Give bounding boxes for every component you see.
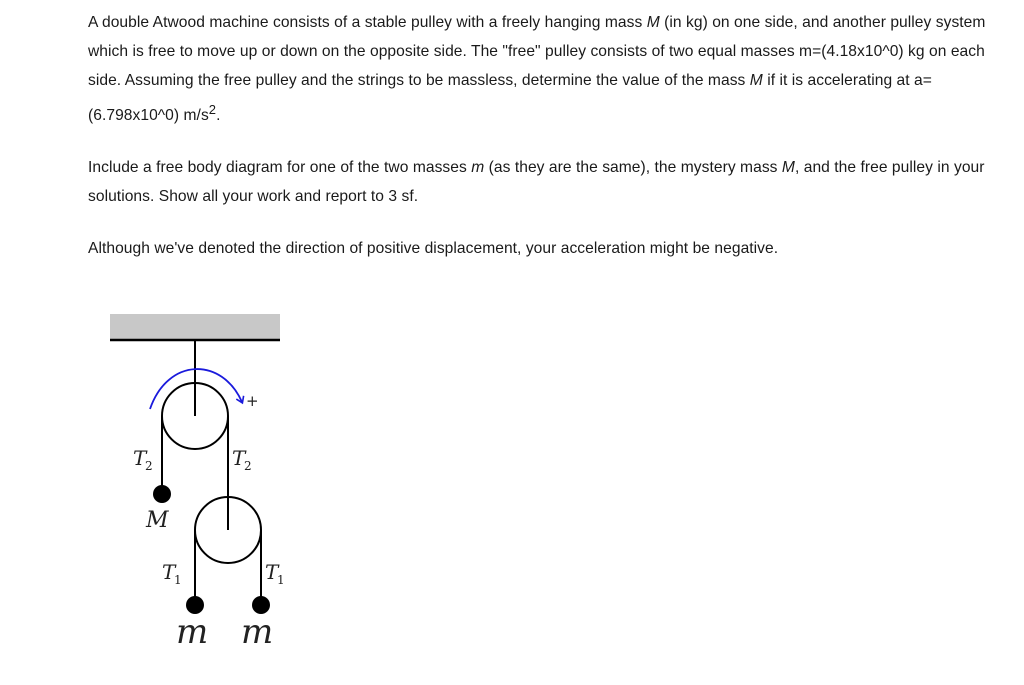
problem-paragraph-1 [88, 8, 988, 130]
plus-sign: + [246, 392, 259, 410]
mass-M-label: M [146, 508, 169, 533]
ceiling-block [110, 314, 280, 340]
tension-T1-right-base: T [265, 560, 279, 584]
p1-var-M: M [646, 14, 660, 31]
tension-T1-left-sub: 1 [174, 573, 182, 587]
problem-text [88, 8, 988, 263]
tension-T1-right-sub: 1 [277, 573, 285, 587]
tension-T1-left-base: T [162, 560, 176, 584]
mass-m-left-label: m [176, 612, 209, 652]
atwood-diagram-svg [100, 305, 300, 665]
p1-text-2: (in kg) on one side, and another pulley system which is free to move up or down on the opposite side. The "free" pulley consists of two equal masses m=(4.18x10^0) kg on each side. Assuming the free pulley and the strings to be massless, determine the value of the mass [88, 14, 986, 89]
p1-text-4: . [216, 107, 221, 125]
p2-text-3: , and the free pulley in your solutions. Show all your work and report to 3 sf. [88, 159, 985, 206]
p2-text-1: Include a free body diagram for one of the two masses [88, 159, 472, 177]
tension-label-T2-left [133, 446, 153, 473]
p2-text-2: (as they are the same), the mystery mass [484, 159, 782, 177]
p1-exponent: 2 [208, 102, 217, 117]
tension-label-T2-right [232, 446, 252, 473]
problem-paragraph-3: Although we've denoted the direction of positive displacement, your acceleration might be negative. [88, 240, 779, 258]
p1-text-3: if it is accelerating at a=(6.798x10^0) m/s [88, 72, 932, 125]
problem-paragraph-2 [88, 153, 988, 211]
tension-T2-left-sub: 2 [145, 459, 153, 473]
tension-label-T1-right [265, 560, 285, 587]
tension-T2-right-sub: 2 [244, 459, 252, 473]
tension-label-T1-left [162, 560, 182, 587]
p2-var-m: m [471, 159, 485, 177]
p2-var-M: M [781, 159, 795, 177]
tension-T2-left-base: T [133, 446, 147, 470]
mass-M-dot [153, 485, 171, 503]
mass-m-right-label: m [241, 612, 274, 652]
p1-var-M-2: M [749, 72, 763, 89]
atwood-diagram [100, 305, 300, 665]
tension-T2-right-base: T [232, 446, 246, 470]
p1-text-1: A double Atwood machine consists of a stable pulley with a freely hanging mass [88, 14, 647, 31]
